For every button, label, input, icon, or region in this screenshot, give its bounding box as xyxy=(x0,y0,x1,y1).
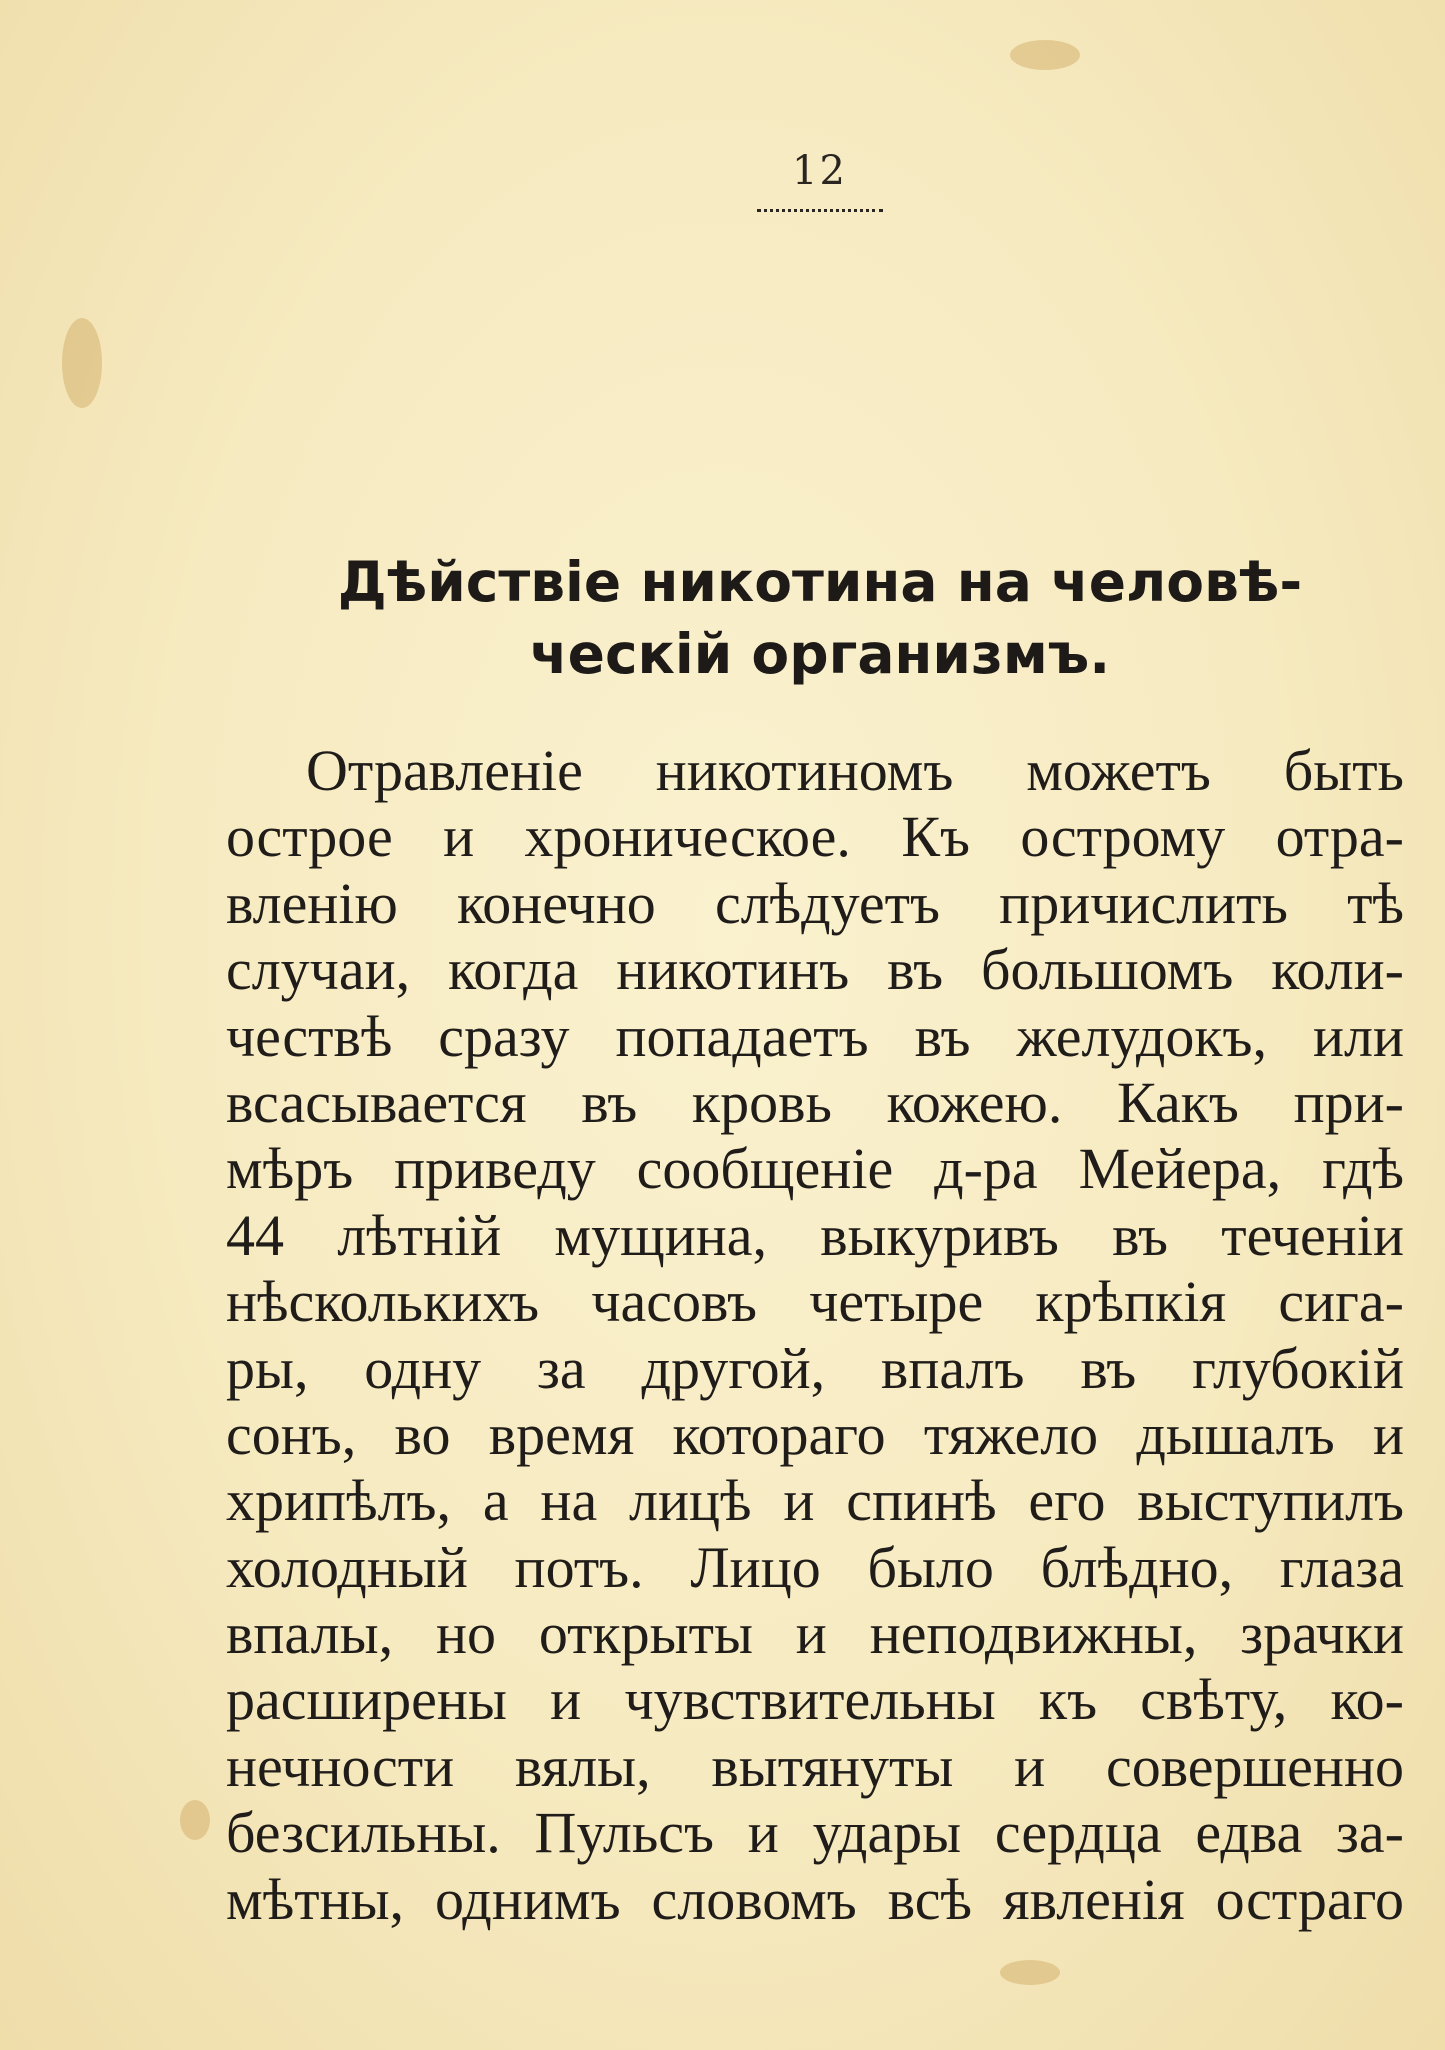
text-line: 44 лѣтній мущина, выкуривъ въ теченіи xyxy=(226,1202,1404,1268)
text-line: хрипѣлъ, а на лицѣ и спинѣ его выступилъ xyxy=(226,1468,1404,1534)
page-number: 12 xyxy=(792,148,847,194)
text-line: случаи, когда никотинъ въ большомъ коли- xyxy=(226,937,1404,1003)
text-line: расширены и чувствительны къ свѣту, ко- xyxy=(226,1667,1404,1733)
text-line: Отравленіе никотиномъ можетъ быть xyxy=(306,738,1404,803)
text-line: холодный потъ. Лицо было блѣдно, глаза xyxy=(226,1534,1404,1600)
foxing-stain xyxy=(62,318,102,408)
text-line: впалы, но открыты и неподвижны, зрачки xyxy=(226,1601,1404,1667)
text-line: мѣтны, однимъ словомъ всѣ явленія остраго xyxy=(226,1866,1404,1932)
text-line: мѣръ приведу сообщеніе д-ра Мейера, гдѣ xyxy=(226,1136,1404,1202)
text-line: вленію конечно слѣдуетъ причислить тѣ xyxy=(226,870,1404,936)
foxing-stain xyxy=(180,1800,210,1840)
text-line: всасывается въ кровь кожею. Какъ при- xyxy=(226,1069,1404,1135)
text-line: нечности вялы, вытянуты и совершенно xyxy=(226,1733,1404,1799)
text-line: безсильны. Пульсъ и удары сердца едва за- xyxy=(226,1800,1404,1866)
text-line: острое и хроническое. Къ острому отра- xyxy=(226,804,1404,870)
heading-line: Дѣйствіе никотина на человѣ- xyxy=(337,550,1303,614)
text-line: ры, одну за другой, впалъ въ глубокій xyxy=(226,1335,1404,1401)
text-line: нѣсколькихъ часовъ четыре крѣпкія сига- xyxy=(226,1269,1404,1335)
foxing-stain xyxy=(1000,1960,1060,1985)
text-line: чествѣ сразу попадаетъ въ желудокъ, или xyxy=(226,1003,1404,1069)
foxing-stain xyxy=(1010,40,1080,70)
section-heading xyxy=(220,546,1420,690)
text-line: сонъ, во время котораго тяжело дышалъ и xyxy=(226,1401,1404,1467)
header-rule xyxy=(757,209,883,212)
heading-line: ческій организмъ. xyxy=(529,622,1111,686)
body-paragraph xyxy=(226,738,1404,1933)
